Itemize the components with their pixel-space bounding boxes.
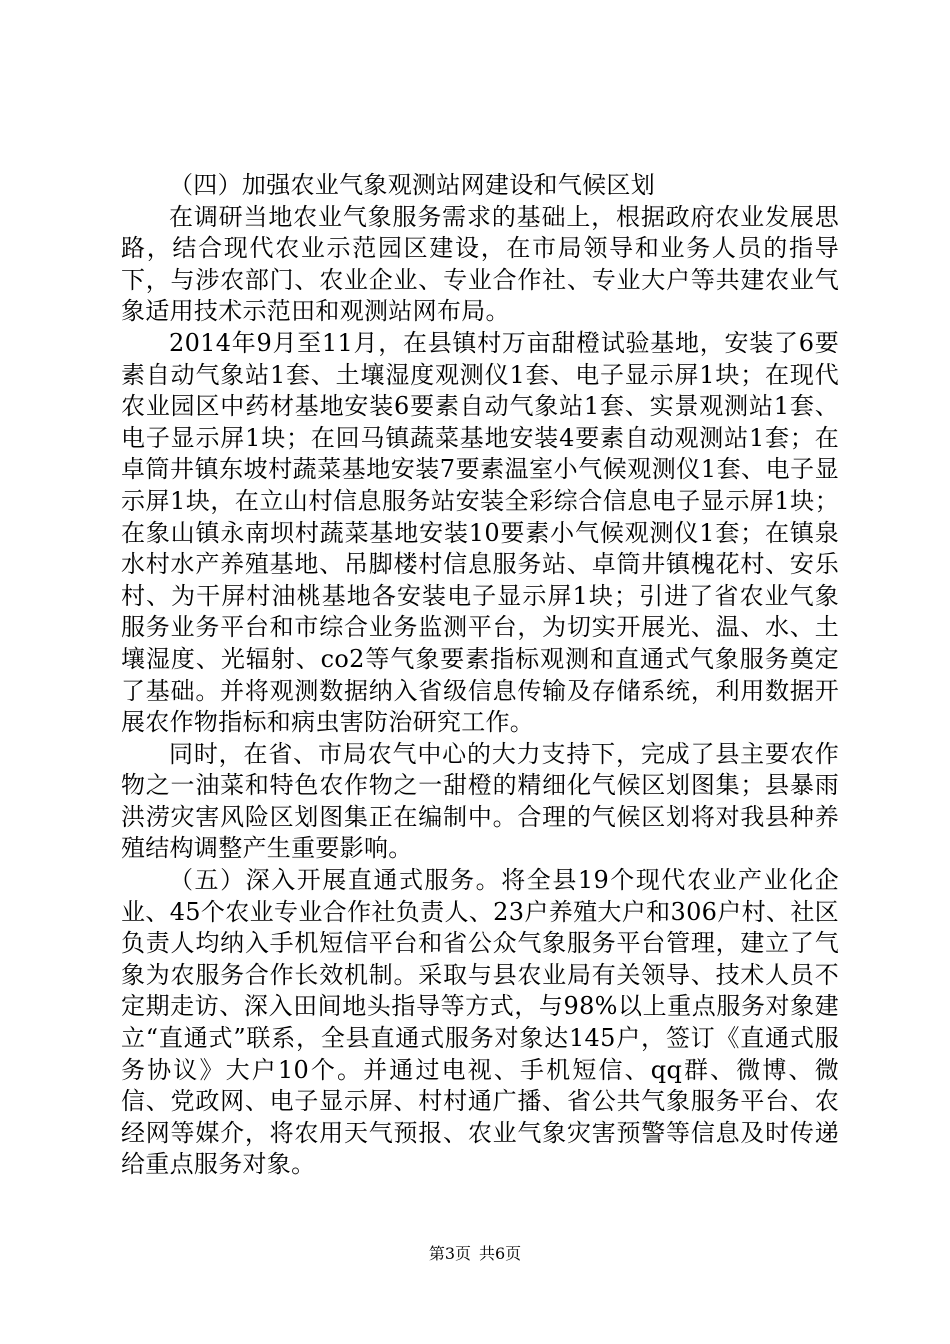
paragraph-4: （五）深入开展直通式服务。将全县19个现代农业产业化企业、45个农业专业合作社负责人、23户养殖大户和306户村、社区负责人均纳入手机短信平台和省公众气象服务平台管理，建立了气象为农服务合作长效机制。采取与县农业局有关领导、技术人员不定期走访、深入田间地头指导等方式，与98%以上重点服务对象建立“直通式”联系，全县直通式服务对象达145户，签订《直通式服务协议》大户10个。并通过电视、手机短信、qq群、微博、微信、党政网、电子显示屏、村村通广播、省公共气象服务平台、农经网等媒介，将农用天气预报、农业气象灾害预警等信息及时传递给重点服务对象。 (121, 866, 839, 1179)
page-number-current: 第3页 (428, 1244, 471, 1263)
page-number-total: 共6页 (479, 1244, 522, 1263)
paragraph-1: 在调研当地农业气象服务需求的基础上，根据政府农业发展思路，结合现代农业示范园区建设，在市局领导和业务人员的指导下，与涉农部门、农业企业、专业合作社、专业大户等共建农业气象适用技术示范田和观测站网布局。 (121, 202, 839, 326)
document-body (121, 170, 839, 1181)
paragraph-2: 2014年9月至11月，在县镇村万亩甜橙试验基地，安装了6要素自动气象站1套、土壤湿度观测仪1套、电子显示屏1块；在现代农业园区中药材基地安装6要素自动气象站1套、实景观测站1套、电子显示屏1块；在回马镇蔬菜基地安装4要素自动观测站1套；在卓筒井镇东坡村蔬菜基地安装7要素温室小气候观测仪1套、电子显示屏1块，在立山村信息服务站安装全彩综合信息电子显示屏1块；在象山镇永南坝村蔬菜基地安装10要素小气候观测仪1套；在镇泉水村水产养殖基地、吊脚楼村信息服务站、卓筒井镇槐花村、安乐村、为干屏村油桃基地各安装电子显示屏1块；引进了省农业气象服务业务平台和市综合业务监测平台，为切实开展光、温、水、土壤湿度、光辐射、co2等气象要素指标观测和直通式气象服务奠定了基础。并将观测数据纳入省级信息传输及存储系统，利用数据开展农作物指标和病虫害防治研究工作。 (121, 328, 839, 737)
section-heading-4: （四）加强农业气象观测站网建设和气候区划 (169, 171, 655, 199)
paragraph-3: 同时，在省、市局农气中心的大力支持下，完成了县主要农作物之一油菜和特色农作物之一甜橙的精细化气候区划图集；县暴雨洪涝灾害风险区划图集正在编制中。合理的气候区划将对我县种养殖结构调整产生重要影响。 (121, 739, 839, 863)
page-footer (0, 1244, 950, 1264)
